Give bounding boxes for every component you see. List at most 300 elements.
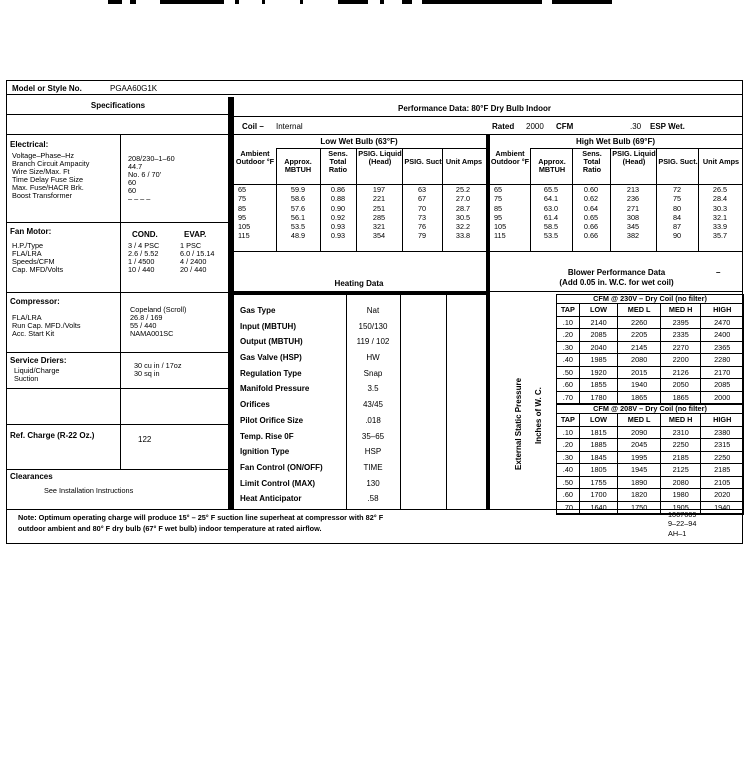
- blower-cell: 1815: [580, 427, 619, 439]
- low-cell: 28.7: [455, 203, 471, 213]
- blower-cell: 1755: [580, 477, 619, 489]
- blower-header-cell: MED H: [661, 304, 702, 316]
- blower-cell: .50: [557, 367, 580, 379]
- high-cell: 0.66: [583, 231, 599, 241]
- low-header-ambient: Ambient Outdoor °F: [235, 149, 275, 166]
- blower-cell: .70: [557, 392, 580, 404]
- blower-cell: 2145: [618, 342, 661, 354]
- low-wet-bulb-title: Low Wet Bulb (63°F): [320, 137, 398, 146]
- blower-row: [557, 452, 743, 465]
- blower-cell: 2020: [714, 490, 731, 499]
- heating-value: .58: [367, 494, 379, 504]
- low-cell: 0.86: [330, 185, 346, 194]
- low-cell: 75: [238, 194, 247, 204]
- low-cell: 65: [238, 185, 247, 194]
- high-cell: 0.65: [583, 212, 599, 222]
- fan-motor-cond-value: 10 / 440: [128, 265, 155, 274]
- high-header-liquid: PSIG. Liquid (Head): [612, 149, 656, 166]
- low-cell: 30.5: [455, 212, 471, 222]
- high-header-ambient: Ambient Outdoor °F: [490, 149, 530, 166]
- compressor-label: FLA/LRA: [12, 313, 42, 322]
- low-cell: 0.93: [330, 222, 346, 232]
- clearances-value: See Installation Instructions: [44, 486, 134, 495]
- fan-motor-evap-header: EVAP.: [184, 230, 207, 239]
- blower-cell: 2105: [714, 477, 731, 487]
- low-wet-bulb-table: [234, 148, 486, 242]
- high-cell: 65: [494, 185, 503, 194]
- high-wet-bulb-title: High Wet Bulb (69°F): [575, 137, 656, 146]
- high-cell: 64.1: [543, 194, 559, 204]
- low-cell: 73: [417, 212, 427, 222]
- electrical-label: Boost Transformer: [12, 191, 73, 200]
- heating-row: [240, 322, 400, 338]
- fan-motor-evap-value: 6.0 / 15.14: [180, 249, 215, 258]
- blower-cell: 1805: [580, 464, 619, 476]
- low-row: [234, 195, 486, 204]
- heating-row: [240, 494, 400, 510]
- blower-cell: 2310: [661, 427, 702, 439]
- high-row: [490, 205, 743, 214]
- low-cell: 285: [372, 212, 386, 222]
- high-wet-bulb-table: [490, 148, 743, 242]
- low-cell: 321: [372, 222, 386, 232]
- blower-cell: .60: [557, 379, 580, 391]
- blower-table: [556, 294, 744, 515]
- service-driers-label: Liquid/Charge: [14, 366, 60, 375]
- blower-cell: 2140: [580, 317, 619, 329]
- electrical-values: [128, 155, 175, 203]
- heating-value: .018: [365, 415, 381, 425]
- blower-header-cell: HIGH: [713, 415, 732, 424]
- heating-label: Temp. Rise 0F: [240, 431, 294, 441]
- high-cell: 105: [494, 222, 507, 232]
- blower-header-cell: MED H: [661, 414, 702, 426]
- blower-cell: 1940: [618, 379, 661, 391]
- low-cell: 27.0: [455, 194, 471, 204]
- heating-label: Manifold Pressure: [240, 384, 310, 394]
- fan-motor-label: FLA/LRA: [12, 249, 42, 258]
- model-label: Model or Style No.: [12, 84, 82, 93]
- electrical-value: 208/230–1–60: [128, 154, 175, 163]
- service-driers-title: Service Driers:: [10, 356, 67, 365]
- blower-cell: 2315: [714, 440, 731, 449]
- low-cell: 354: [372, 231, 386, 241]
- blower-cell: .40: [557, 464, 580, 476]
- blower-cell: 1750: [618, 502, 661, 514]
- heating-table: [240, 306, 400, 510]
- low-row: [234, 186, 486, 195]
- blower-cell: 1865: [661, 392, 702, 404]
- fan-motor-cond-value: 2.6 / 5.52: [128, 249, 159, 258]
- blower-header-cell: LOW: [580, 304, 619, 316]
- high-cell: 0.64: [583, 203, 599, 213]
- heating-title: Heating Data: [334, 279, 384, 288]
- electrical-value: 60: [128, 178, 137, 187]
- rated-esp: .30: [630, 122, 642, 131]
- low-header-mbtuh: Approx. MBTUH: [284, 157, 312, 174]
- blower-cell: 2045: [618, 439, 661, 451]
- blower-cell: 2126: [661, 367, 702, 379]
- blower-cell: .60: [557, 489, 580, 501]
- blower-cell: 1980: [661, 489, 702, 501]
- high-cell: 115: [494, 231, 506, 241]
- heating-value: HSP: [364, 447, 382, 457]
- heating-row: [240, 463, 400, 479]
- high-row: [490, 186, 743, 195]
- blower-cell: 1640: [580, 502, 619, 514]
- blower-cell: 2040: [580, 342, 619, 354]
- external-static-pressure-label: External Static Pressure: [514, 377, 523, 470]
- electrical-value: 44.7: [128, 162, 143, 171]
- blower-header-row: [557, 414, 743, 427]
- low-header-liquid: PSIG. Liquid (Head): [358, 149, 402, 166]
- high-cell: 271: [626, 203, 640, 213]
- rated-label: Rated: [492, 122, 515, 131]
- blower-cell: 2185: [714, 465, 731, 474]
- high-header-mbtuh: Approx. MBTUH: [538, 157, 566, 174]
- low-cell: 57.6: [290, 203, 306, 213]
- blower-cell: 2185: [661, 452, 702, 464]
- heating-row: [240, 353, 400, 369]
- low-cell: 48.9: [290, 231, 306, 241]
- blower-header-row: [557, 304, 743, 317]
- high-cell: 84: [672, 212, 682, 222]
- blower-cell: 2380: [714, 427, 731, 437]
- heating-value: 43/45: [362, 400, 384, 410]
- blower-row: [557, 317, 743, 330]
- heating-label: Gas Type: [240, 306, 276, 315]
- heating-row: [240, 337, 400, 353]
- electrical-title: Electrical:: [10, 140, 49, 149]
- model-value: PGAA60G1K: [110, 84, 158, 93]
- electrical-labels: [12, 152, 89, 200]
- blower-title: Blower Performance Data: [567, 268, 666, 277]
- low-header-amps: Unit Amps: [445, 157, 483, 166]
- fan-motor-labels: [12, 242, 63, 274]
- heating-row: [240, 384, 400, 400]
- low-cell: 0.93: [330, 231, 346, 241]
- high-cell: 26.5: [712, 185, 728, 194]
- blower-cell: 2080: [618, 354, 661, 366]
- blower-cell: 2250: [661, 439, 702, 451]
- electrical-label: Branch Circuit Ampacity: [12, 159, 90, 168]
- electrical-label: Time Delay Fuse Size: [12, 175, 84, 184]
- low-cell: 53.5: [290, 222, 306, 232]
- heating-value: 35–65: [361, 431, 385, 441]
- low-cell: 67: [417, 194, 427, 204]
- low-cell: 76: [417, 222, 427, 232]
- high-cell: 35.7: [712, 231, 728, 241]
- blower-cell: 1940: [714, 502, 731, 512]
- blower-cell: 2125: [661, 464, 702, 476]
- high-cell: 95: [494, 212, 503, 222]
- high-row: [490, 232, 743, 241]
- compressor-label: Run Cap. MFD./Volts: [12, 321, 81, 330]
- blower-cell: 1845: [580, 452, 619, 464]
- high-cell: 72: [672, 185, 682, 194]
- blower-cell: 2395: [661, 317, 702, 329]
- service-driers-label: Suction: [14, 374, 39, 383]
- blower-cell: .10: [557, 317, 580, 329]
- high-header-suct: PSIG. Suct.: [658, 157, 698, 166]
- doc-number: 1067669: [668, 510, 697, 519]
- low-row: [234, 205, 486, 214]
- high-cell: 308: [626, 212, 640, 222]
- high-cell: 345: [626, 222, 640, 232]
- high-cell: 30.3: [712, 203, 728, 213]
- low-cell: 105: [238, 222, 251, 232]
- heating-label: Pilot Orifice Size: [240, 415, 304, 425]
- coil-value: Internal: [276, 122, 303, 131]
- low-cell: 0.88: [330, 194, 346, 204]
- heating-label: Input (MBTUH): [240, 321, 296, 331]
- low-cell: 70: [417, 203, 427, 213]
- high-cell: 80: [672, 203, 682, 213]
- high-cell: 53.5: [543, 231, 559, 241]
- blower-cell: 2015: [618, 367, 661, 379]
- blower-cell: 1855: [580, 379, 619, 391]
- heating-label: Output (MBTUH): [240, 337, 303, 347]
- rated-cfm: 2000: [526, 122, 544, 131]
- blower-cell: 2470: [714, 317, 731, 327]
- heating-label: Orifices: [240, 400, 270, 410]
- blower-header-cell: MED L: [618, 304, 661, 316]
- compressor-value: Copeland (Scroll): [130, 305, 187, 314]
- compressor-label: Acc. Start Kit: [12, 329, 55, 338]
- low-cell: 0.92: [330, 212, 346, 222]
- blower-cell: 1890: [618, 477, 661, 489]
- blower-row: [557, 354, 743, 367]
- blower-cell: 2260: [618, 317, 661, 329]
- high-cell: 236: [626, 194, 640, 204]
- esp-label: ESP Wet.: [650, 122, 685, 131]
- fan-motor-label: H.P./Type: [12, 241, 44, 250]
- blower-cell: .10: [557, 427, 580, 439]
- blower-row: [557, 379, 743, 392]
- coil-label: Coil –: [242, 122, 264, 131]
- performance-title: Performance Data: 80°F Dry Bulb Indoor: [398, 104, 552, 113]
- compressor-title: Compressor:: [10, 297, 60, 306]
- specifications-title: Specifications: [90, 101, 146, 110]
- fan-motor-title: Fan Motor:: [10, 227, 52, 236]
- high-cell: 0.60: [583, 185, 599, 194]
- blower-cell: 1920: [580, 367, 619, 379]
- low-cell: 56.1: [290, 212, 306, 222]
- blower-cell: 2085: [580, 329, 619, 341]
- blower-cell: 2200: [661, 354, 702, 366]
- low-cell: 59.9: [290, 185, 306, 194]
- compressor-value: 26.8 / 169: [130, 313, 163, 322]
- blower-row: [557, 502, 743, 515]
- high-cell: 75: [672, 194, 682, 204]
- doc-code: AH–1: [668, 529, 687, 538]
- blower-row: [557, 367, 743, 380]
- fan-motor-cond-values: [128, 242, 159, 274]
- blower-cell: 1865: [618, 392, 661, 404]
- blower-cell: 1700: [580, 489, 619, 501]
- compressor-labels: [12, 314, 81, 338]
- low-cell: 79: [417, 231, 427, 241]
- electrical-label: Voltage–Phase–Hz: [12, 151, 75, 160]
- blower-cell: 1885: [580, 439, 619, 451]
- heating-label: Gas Valve (HSP): [240, 353, 302, 363]
- heating-row: [240, 447, 400, 463]
- high-header-amps: Unit Amps: [702, 157, 740, 166]
- heating-value: 119 / 102: [356, 337, 390, 347]
- cfm-230-title: CFM @ 230V – Dry Coil (no filter): [557, 295, 743, 304]
- blower-cell: 2365: [714, 342, 731, 352]
- high-cell: 63.0: [543, 203, 559, 213]
- heating-row: [240, 479, 400, 495]
- low-cell: 33.8: [455, 231, 471, 241]
- heating-value: 3.5: [367, 384, 379, 394]
- blower-header-cell: LOW: [580, 414, 619, 426]
- fan-motor-label: Cap. MFD/Volts: [12, 265, 64, 274]
- high-cell: 85: [494, 203, 503, 213]
- high-cell: 33.9: [712, 222, 728, 232]
- electrical-value: No. 6 / 70': [128, 170, 162, 179]
- high-cell: 58.5: [543, 222, 559, 232]
- high-cell: 213: [626, 185, 640, 194]
- blower-cell: 1995: [618, 452, 661, 464]
- blower-cell: 2080: [661, 477, 702, 489]
- blower-cell: 1820: [618, 489, 661, 501]
- low-cell: 115: [238, 231, 250, 241]
- low-header-suct: PSIG. Suct: [404, 157, 442, 166]
- high-cell: 65.5: [543, 185, 559, 194]
- blower-cell: 2085: [714, 380, 731, 389]
- high-row: [490, 214, 743, 223]
- blower-cell: 2170: [714, 367, 731, 377]
- heating-value: 130: [366, 478, 380, 488]
- high-cell: 87: [672, 222, 682, 232]
- heating-value: HW: [366, 353, 380, 363]
- service-driers-value: 30 sq in: [134, 369, 160, 378]
- heating-value: TIME: [363, 462, 383, 472]
- cfm-label: CFM: [556, 122, 574, 131]
- low-cell: 251: [372, 203, 386, 213]
- compressor-value: NAMA001SC: [130, 329, 174, 338]
- service-driers-values: [134, 362, 181, 378]
- clearances-title: Clearances: [10, 472, 53, 481]
- high-cell: 75: [494, 194, 503, 204]
- heating-label: Limit Control (MAX): [240, 478, 316, 488]
- blower-cell: 2400: [714, 330, 731, 339]
- fan-motor-evap-value: 1 PSC: [180, 241, 202, 250]
- heating-row: [240, 416, 400, 432]
- heating-label: Fan Control (ON/OFF): [240, 462, 323, 472]
- heating-row: [240, 306, 400, 322]
- heating-row: [240, 432, 400, 448]
- blower-cell: 1945: [618, 464, 661, 476]
- blower-cell: 2205: [618, 329, 661, 341]
- high-cell: 90: [672, 231, 682, 241]
- blower-header-cell: HIGH: [713, 305, 732, 314]
- blower-cell: .70: [557, 502, 580, 514]
- low-cell: 95: [238, 212, 247, 222]
- blower-row: [557, 439, 743, 452]
- blower-cell: 2280: [714, 355, 731, 364]
- note-line-2: outdoor ambient and 80° F dry bulb (67° F wet bulb) indoor temperature at rated airflow.: [18, 524, 322, 533]
- blower-cell: 1780: [580, 392, 619, 404]
- low-cell: 0.90: [330, 203, 346, 213]
- low-cell: 197: [372, 185, 386, 194]
- high-cell: 0.62: [583, 194, 599, 204]
- low-cell: 63: [417, 185, 427, 194]
- low-cell: 32.2: [455, 222, 471, 232]
- note-line-1: Note: Optimum operating charge will produce 15° – 25° F suction line superheat at compressor with 82° F: [18, 513, 384, 522]
- doc-date: 9–22–94: [668, 519, 697, 528]
- blower-row: [557, 477, 743, 490]
- heating-value: 150/130: [358, 321, 388, 331]
- low-cell: 58.6: [290, 194, 306, 204]
- heating-label: Ignition Type: [240, 447, 290, 457]
- blower-header-cell: TAP: [557, 414, 580, 426]
- low-cell: 25.2: [455, 185, 471, 194]
- high-row: [490, 223, 743, 232]
- fan-motor-cond-value: 3 / 4 PSC: [128, 241, 160, 250]
- electrical-value: 60: [128, 186, 137, 195]
- electrical-label: Max. Fuse/HACR Brk.: [12, 183, 84, 192]
- compressor-value: 55 / 440: [130, 321, 157, 330]
- heating-label: Heat Anticipator: [240, 494, 302, 504]
- low-cell: 221: [372, 194, 386, 204]
- high-cell: 61.4: [543, 212, 559, 222]
- heating-row: [240, 369, 400, 385]
- heating-row: [240, 400, 400, 416]
- service-driers-labels: [14, 367, 59, 383]
- blower-dash: –: [716, 268, 721, 277]
- heating-label: Regulation Type: [240, 368, 302, 378]
- blower-cell: 2270: [661, 342, 702, 354]
- blower-cell: 2335: [661, 329, 702, 341]
- electrical-value: – – – –: [128, 194, 151, 203]
- heating-value: Snap: [363, 368, 383, 378]
- blower-subtitle: (Add 0.05 in. W.C. for wet coil): [559, 278, 674, 287]
- low-row: [234, 214, 486, 223]
- high-cell: 32.1: [712, 212, 728, 222]
- ref-charge-label: Ref. Charge (R-22 Oz.): [10, 431, 95, 440]
- blower-header-cell: MED L: [618, 414, 661, 426]
- high-cell: 382: [626, 231, 640, 241]
- low-cell: 85: [238, 203, 247, 213]
- fan-motor-label: Speeds/CFM: [12, 257, 55, 266]
- blower-row: [557, 329, 743, 342]
- blower-cell: 1985: [580, 354, 619, 366]
- blower-cell: .40: [557, 354, 580, 366]
- high-cell: 0.66: [583, 222, 599, 232]
- blower-row: [557, 342, 743, 355]
- fan-motor-evap-value: 4 / 2400: [180, 257, 207, 266]
- blower-cell: .50: [557, 477, 580, 489]
- blower-cell: 2050: [661, 379, 702, 391]
- low-row: [234, 223, 486, 232]
- blower-cell: .20: [557, 329, 580, 341]
- blower-row: [557, 489, 743, 502]
- heating-value: Nat: [366, 306, 380, 315]
- ref-charge-value: 122: [138, 435, 152, 444]
- electrical-label: Wire Size/Max. Ft: [12, 167, 70, 176]
- high-cell: 28.4: [712, 194, 728, 204]
- fan-motor-evap-value: 20 / 440: [180, 265, 207, 274]
- blower-cell: 2090: [618, 427, 661, 439]
- blower-cell: 2250: [714, 452, 731, 462]
- low-row: [234, 232, 486, 241]
- high-row: [490, 195, 743, 204]
- blower-cell: 2000: [714, 392, 731, 402]
- service-driers-value: 30 cu in / 17oz: [134, 361, 182, 370]
- blower-row: [557, 392, 743, 405]
